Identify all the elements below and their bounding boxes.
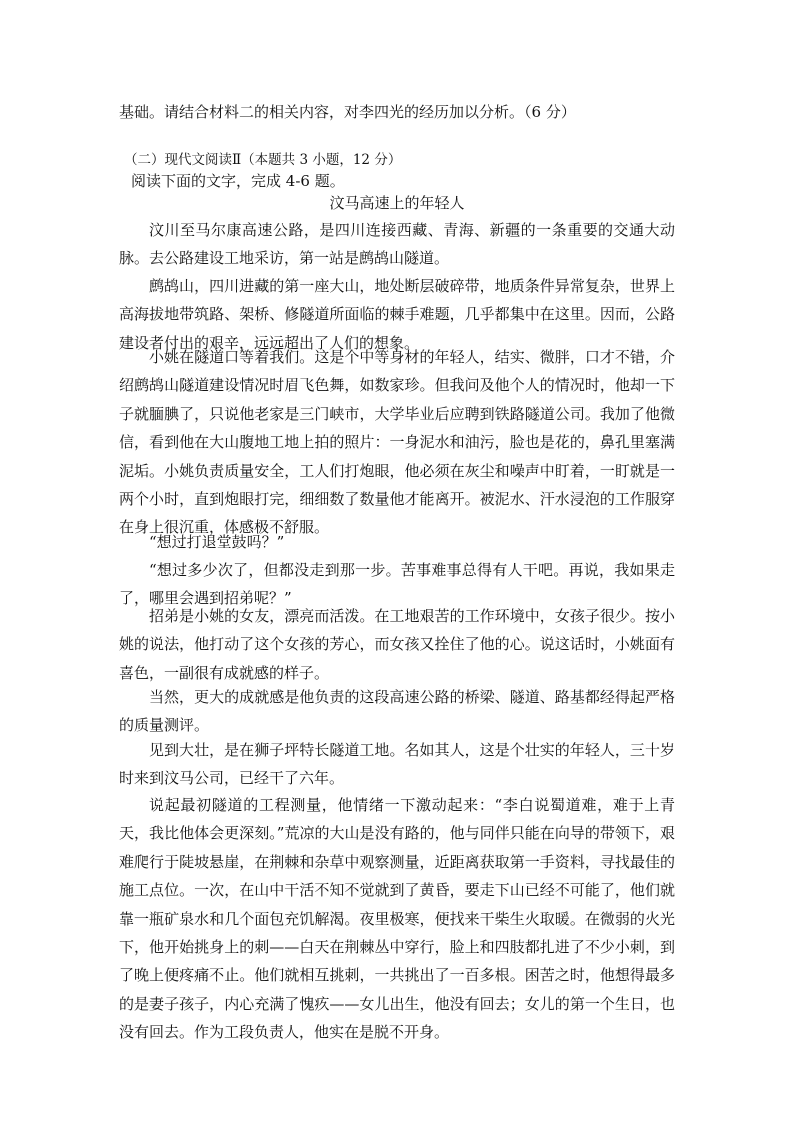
- paragraph-9: 说起最初隧道的工程测量，他情绪一下激动起来：“李白说蜀道难，难于上青天，我比他体会更深刻。”荒凉的大山是没有路的，他与同伴只能在向导的带领下，艰难爬行于陡坡悬崖，在荆棘和杂草中观察测量，近距离获取第一手资料，寻找最佳的施工点位。一次，在山中干活不知不觉就到了黄昏，要走下山已经不可能了，他们就靠一瓶矿泉水和几个面包充饥解渴。夜里极寒，便找来干柴生火取暖。在微弱的火光下，他开始挑身上的刺——白天在荆棘丛中穿行，脸上和四肢都扎进了不少小刺，到了晚上便疼痛不止。他们就相互挑刺，一共挑出了一百多根。困苦之时，他想得最多的是妻子孩子，内心充满了愧疚——女儿出生，他没有回去；女儿的第一个生日，也没有回去。作为工段负责人，他实在是脱不开身。: [119, 796, 675, 1042]
- paragraph-1: 汶川至马尔康高速公路，是四川连接西藏、青海、新疆的一条重要的交通大动脉。去公路建设工地采访，第一站是鹧鸪山隧道。: [119, 221, 675, 268]
- paragraph-3: 小姚在隧道口等着我们。这是个中等身材的年轻人，结实、微胖，口才不错，介绍鹧鸪山隧道建设情况时眉飞色舞，如数家珍。但我问及他个人的情况时，他却一下子就腼腆了，只说他老家是三门峡市，大学毕业后应聘到铁路隧道公司。我加了他微信，看到他在大山腹地工地上拍的照片：一身泥水和油污，脸也是花的，鼻孔里塞满泥垢。小姚负责质量安全，工人们打炮眼，他必须在灰尘和噪声中盯着，一盯就是一两个小时，直到炮眼打完，细细数了数量他才能离开。被泥水、汗水浸泡的工作服穿在身上很沉重，体感极不舒服。: [119, 348, 675, 537]
- paragraph-8: 见到大壮，是在狮子坪特长隧道工地。名如其人，这是个壮实的年轻人，三十岁时来到汶马公司，已经干了六年。: [119, 741, 675, 788]
- paragraph-6: 招弟是小姚的女友，漂亮而活泼。在工地艰苦的工作环境中，女孩子很少。按小姚的说法，他打动了这个女孩的芳心，而女孩又拴住了他的心。说这话时，小姚面有喜色，一副很有成就感的样子。: [119, 607, 675, 682]
- paragraph-4: “想过打退堂鼓吗？”: [149, 533, 285, 551]
- paragraph-2: 鹧鸪山，四川进藏的第一座大山，地处断层破碎带，地质条件异常复杂，世界上高海拔地带筑路、架桥、修隧道所面临的棘手难题，几乎都集中在这里。因而，公路建设者付出的艰辛，远远超出了人们的想象。: [119, 277, 675, 352]
- reading-instruction: 阅读下面的文字，完成 4-6 题。: [131, 172, 345, 190]
- article-title: 汶马高速上的年轻人: [329, 194, 465, 212]
- previous-question-line: 基础。请结合材料二的相关内容，对李四光的经历加以分析。（6 分）: [119, 103, 576, 121]
- paragraph-7: 当然，更大的成就感是他负责的这段高速公路的桥梁、隧道、路基都经得起严格的质量测评。: [119, 688, 675, 735]
- section-heading: （二）现代文阅读Ⅱ（本题共 3 小题，12 分）: [124, 152, 402, 168]
- paragraph-5: “想过多少次了，但都没走到那一步。苦事难事总得有人干吧。再说，我如果走了，哪里会遇到招弟呢？”: [119, 561, 675, 608]
